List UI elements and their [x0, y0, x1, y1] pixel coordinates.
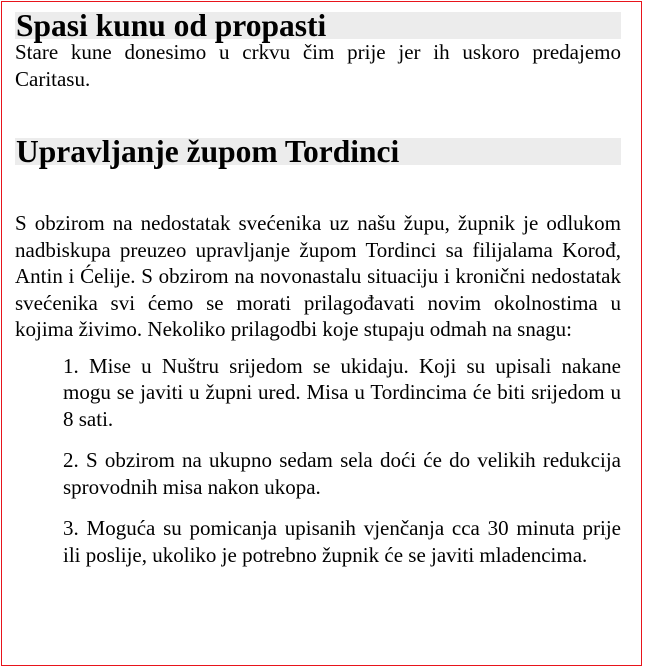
list-item: 1. Mise u Nuštru srijedom se ukidaju. Koji su upisali nakane mogu se javiti u župni ured. Misa u Tordincima će biti srijedom u 8 sati.: [63, 353, 621, 431]
section-heading-tordinci: Upravljanje župom Tordinci: [15, 138, 621, 165]
document-page: [15, 8, 621, 583]
section-text-caritas: Stare kune donesimo u crkvu čim prije jer ih uskoro predajemo Caritasu.: [15, 40, 621, 91]
list-item: 3. Moguća su pomicanja upisanih vjenčanja cca 30 minuta prije ili poslije, ukoliko je potrebno župnik će se javiti mladencima.: [63, 516, 621, 567]
adjustments-list: [15, 353, 621, 569]
list-item: 2. S obzirom na ukupno sedam sela doći će do velikih redukcija sprovodnih misa nakon ukopa.: [63, 448, 621, 499]
section-intro-tordinci: S obzirom na nedostatak svećenika uz našu župu, župnik je odlukom nadbiskupa preuzeo upravljanje župom Tordinci sa filijalama Korođ, Antin i Ćelije. S obzirom na novonastalu situaciju i kronični nedostatak svećenika svi ćemo se morati prilagođavati novim okolnostima u kojima živimo. Nekoliko prilagodbi koje stupaju odmah na snagu:: [15, 211, 621, 341]
section-heading-caritas: Spasi kunu od propasti: [15, 12, 621, 39]
